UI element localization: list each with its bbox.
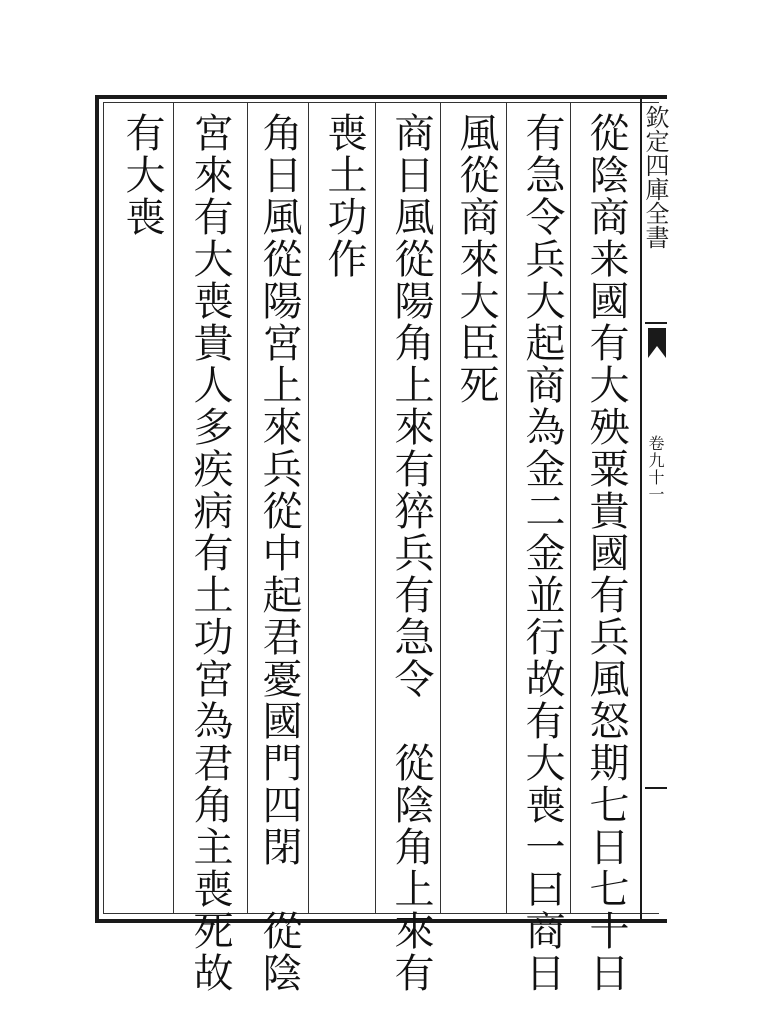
column-rule (375, 102, 376, 914)
text-column-3: 風從商來大臣死 (453, 112, 499, 406)
column-rule (570, 102, 571, 914)
column-rule (308, 102, 309, 914)
text-column-5: 喪土功作 (321, 112, 367, 280)
text-column-6: 角日風從陽宮上來兵從中起君憂國門四閉 從陰 (256, 112, 302, 994)
margin-juan-label: 卷九十一 (646, 435, 665, 503)
margin-rule-mark (645, 787, 667, 789)
text-column-7: 宮來有大喪貴人多疾病有土功宮為君角主喪死故 (187, 112, 233, 994)
margin-book-title: 欽定四庫全書 (641, 105, 669, 249)
text-column-8: 有大喪 (119, 112, 165, 238)
margin-rule-mark (645, 322, 667, 324)
column-rule (173, 102, 174, 914)
column-rule (247, 102, 248, 914)
text-column-1: 從陰商来國有大殃粟貴國有兵風怒期七日七十日 (583, 112, 629, 994)
text-column-2: 有急令兵大起商為金二金並行故有大喪一曰商日 (519, 112, 565, 994)
text-column-4: 商日風從陽角上來有猝兵有急令 從陰角上來有 (388, 112, 434, 994)
column-rule (440, 102, 441, 914)
column-rule (506, 102, 507, 914)
